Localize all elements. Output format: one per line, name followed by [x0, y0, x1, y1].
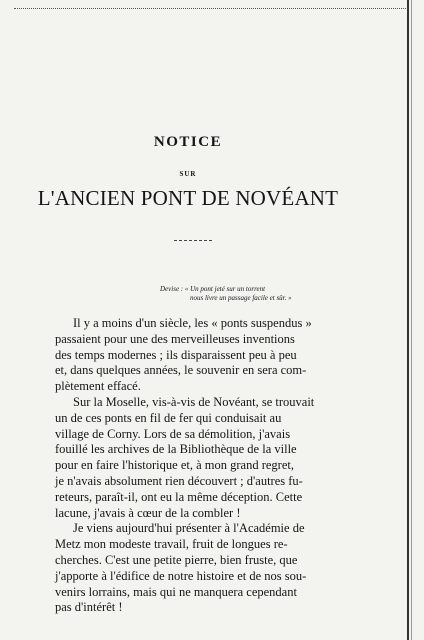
body-line: Metz mon modeste travail, fruit de longues re-	[55, 537, 288, 552]
body-line: des temps modernes ; ils disparaissent peu à peu	[55, 347, 297, 362]
body-line: pas d'intérêt !	[55, 600, 123, 615]
body-line: et, dans quelques années, le souvenir en sera com-	[55, 363, 307, 378]
body-line: un de ces ponts en fil de fer qui conduisait au	[55, 410, 282, 425]
body-line: fouillé les archives de la Bibliothèque de la ville	[55, 442, 297, 457]
body-line: j'apporte à l'édifice de notre histoire et de nos sou-	[55, 568, 307, 583]
body-line: venirs lorrains, mais qui ne manquera cependant	[55, 584, 297, 599]
body-line: pour en faire l'historique et, à mon grand regret,	[55, 458, 294, 473]
body-text	[55, 316, 337, 616]
body-line: je n'avais absolument rien découvert ; d'autres fu-	[55, 473, 303, 488]
body-line: lacune, j'avais à cœur de la combler !	[55, 505, 241, 520]
page-edge-line	[411, 0, 412, 640]
body-line: Il y a moins d'un siècle, les « ponts suspendus »	[73, 316, 312, 330]
epigraph	[160, 285, 340, 303]
body-line: cherches. C'est une petite pierre, bien fruste, que	[55, 552, 298, 567]
heading-sur: SUR	[179, 170, 197, 178]
body-line: village de Corny. Lors de sa démolition, j'avais	[55, 426, 291, 441]
body-line: Je viens aujourd'hui présenter à l'Académie de	[73, 521, 305, 536]
epigraph-line-2: nous livre un passage facile et sûr. »	[190, 294, 292, 302]
page-edge-shadow	[407, 0, 409, 640]
top-dotted-rule	[14, 8, 406, 9]
body-line: passaient pour une des merveilleuses inventions	[55, 331, 295, 346]
body-line: plètement effacé.	[55, 379, 141, 394]
title-divider	[174, 240, 212, 241]
body-line: reteurs, paraît-il, ont eu la même déception. Cette	[55, 489, 303, 504]
body-line: Sur la Moselle, vis-à-vis de Novéant, se trouvait	[73, 394, 315, 409]
heading-notice: NOTICE	[153, 134, 223, 150]
epigraph-line-1: Devise : « Un pont jeté sur un torrent	[160, 285, 266, 293]
page-title: L'ANCIEN PONT DE NOVÉANT	[37, 186, 339, 210]
